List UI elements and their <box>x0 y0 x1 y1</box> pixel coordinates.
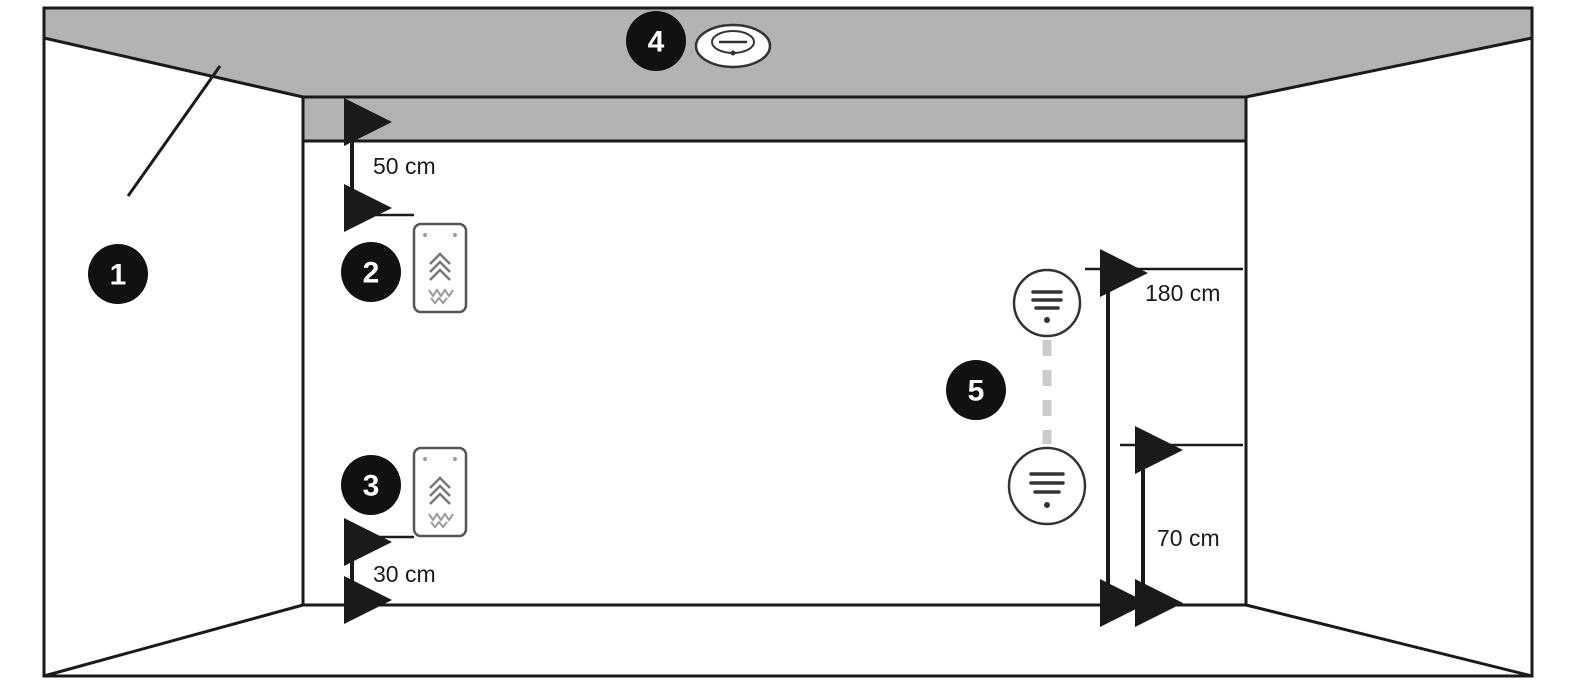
dimension-30cm-label: 30 cm <box>373 561 436 587</box>
device-wall-sensor-upper <box>1014 270 1080 336</box>
device-ceiling-detector <box>696 25 770 67</box>
ceiling-detector-led <box>731 51 736 56</box>
device-wall-sensor-lower <box>1009 448 1085 524</box>
callout-2-upper-keypad <box>341 242 401 302</box>
dimension-180cm-label: 180 cm <box>1145 280 1221 306</box>
callout-4-label: 4 <box>647 25 665 59</box>
device-keypad-lower <box>414 448 466 536</box>
dimension-50cm-label: 50 cm <box>373 153 436 179</box>
callout-1-wall <box>88 244 148 304</box>
sensor-upper-body <box>1014 270 1080 336</box>
callout-3-lower-keypad <box>341 455 401 515</box>
sensor-upper-led <box>1044 317 1050 323</box>
dimension-70cm-label: 70 cm <box>1157 525 1220 551</box>
keypad-lower-screw-left <box>423 457 427 461</box>
callout-3-label: 3 <box>362 469 380 503</box>
callout-5-label: 5 <box>967 374 985 408</box>
callout-2-label: 2 <box>362 256 380 290</box>
sensor-lower-led <box>1044 502 1050 508</box>
keypad-upper-screw-left <box>423 233 427 237</box>
keypad-lower-screw-right <box>453 457 457 461</box>
callout-5-wall-sensors <box>946 360 1006 420</box>
callout-4-ceiling-detector <box>626 11 686 71</box>
sensor-lower-body <box>1009 448 1085 524</box>
device-keypad-upper <box>414 224 466 312</box>
callout-1-label: 1 <box>109 258 127 292</box>
keypad-upper-screw-right <box>453 233 457 237</box>
